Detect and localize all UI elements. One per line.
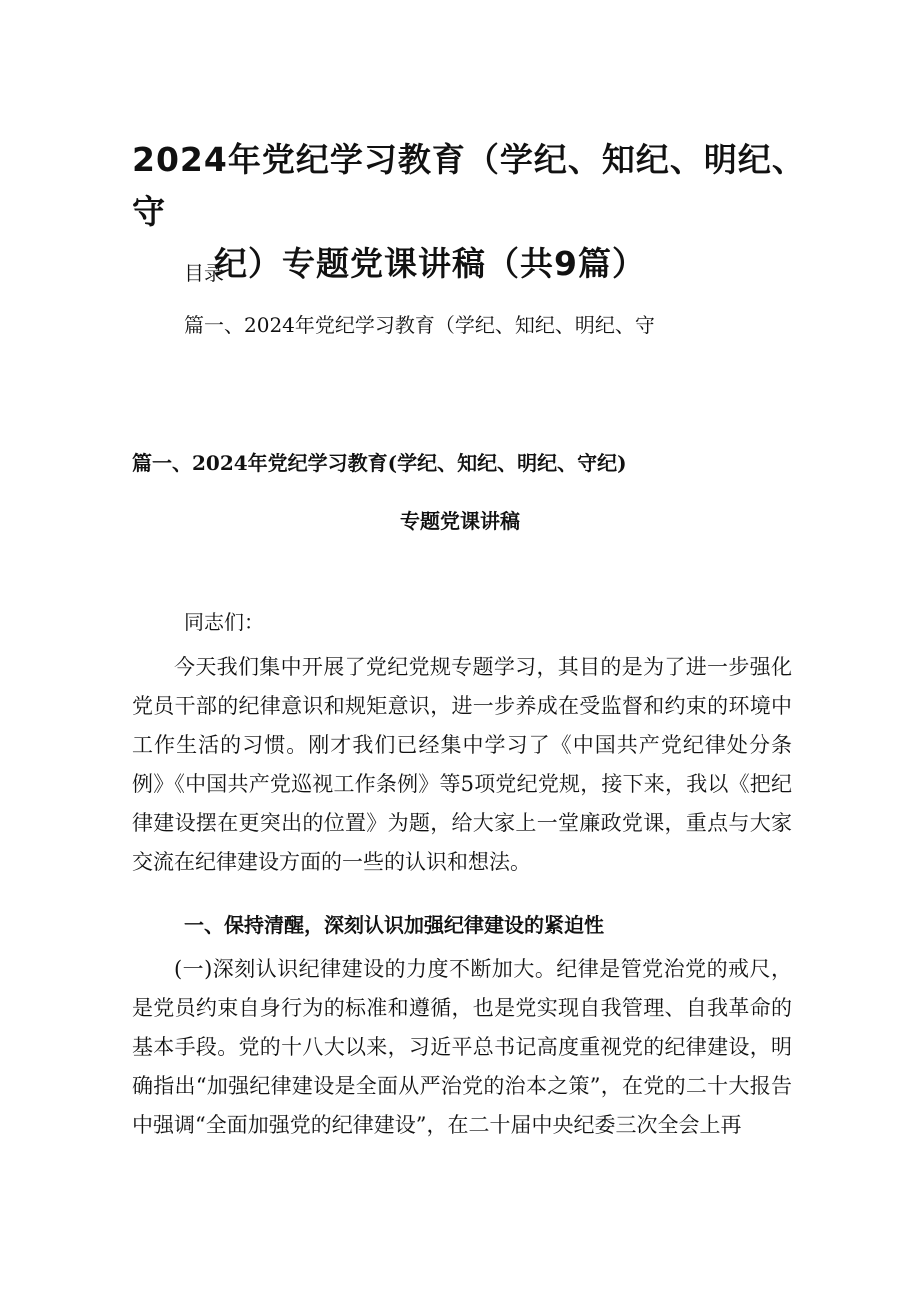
body-paragraph: 今天我们集中开展了党纪党规专题学习，其目的是为了进一步强化党员干部的纪律意识和规矩意识，进一步养成在受监督和约束的环境中工作生活的习惯。刚才我们已经集中学习了《中国共产党纪律处分条例》《中国共产党巡视工作条例》等5项党纪党规，接下来，我以《把纪律建设摆在更突出的位置》为题，给大家上一堂廉政党课，重点与大家交流在纪律建设方面的一些的认识和想法。 [132,655,792,874]
section-subtitle: 专题党课讲稿 [400,509,520,533]
toc-item[interactable]: 篇一、2024年党纪学习教育（学纪、知纪、明纪、守 [184,313,655,337]
section-title: 篇一、2024年党纪学习教育(学纪、知纪、明纪、守纪) [132,451,627,475]
subsection-heading: 一、保持清醒，深刻认识加强纪律建设的紧迫性 [184,913,604,937]
document-title-line-1: 2024年党纪学习教育（学纪、知纪、明纪、守 [132,140,806,231]
document-title [132,134,812,290]
document-title-line-2: 纪）专题党课讲稿（共9篇） [214,244,646,283]
greeting: 同志们： [184,610,264,634]
body-paragraph: (一)深刻认识纪律建设的力度不断加大。纪律是管党治党的戒尺，是党员约束自身行为的标准和遵循，也是党实现自我管理、自我革命的基本手段。党的十八大以来，习近平总书记高度重视党的纪律建设，明确指出“加强纪律建设是全面从严治党的治本之策”，在党的二十大报告中强调“全面加强党的纪律建设”，在二十届中央纪委三次全会上再 [132,957,792,1137]
toc-heading: 目录 [184,261,224,285]
